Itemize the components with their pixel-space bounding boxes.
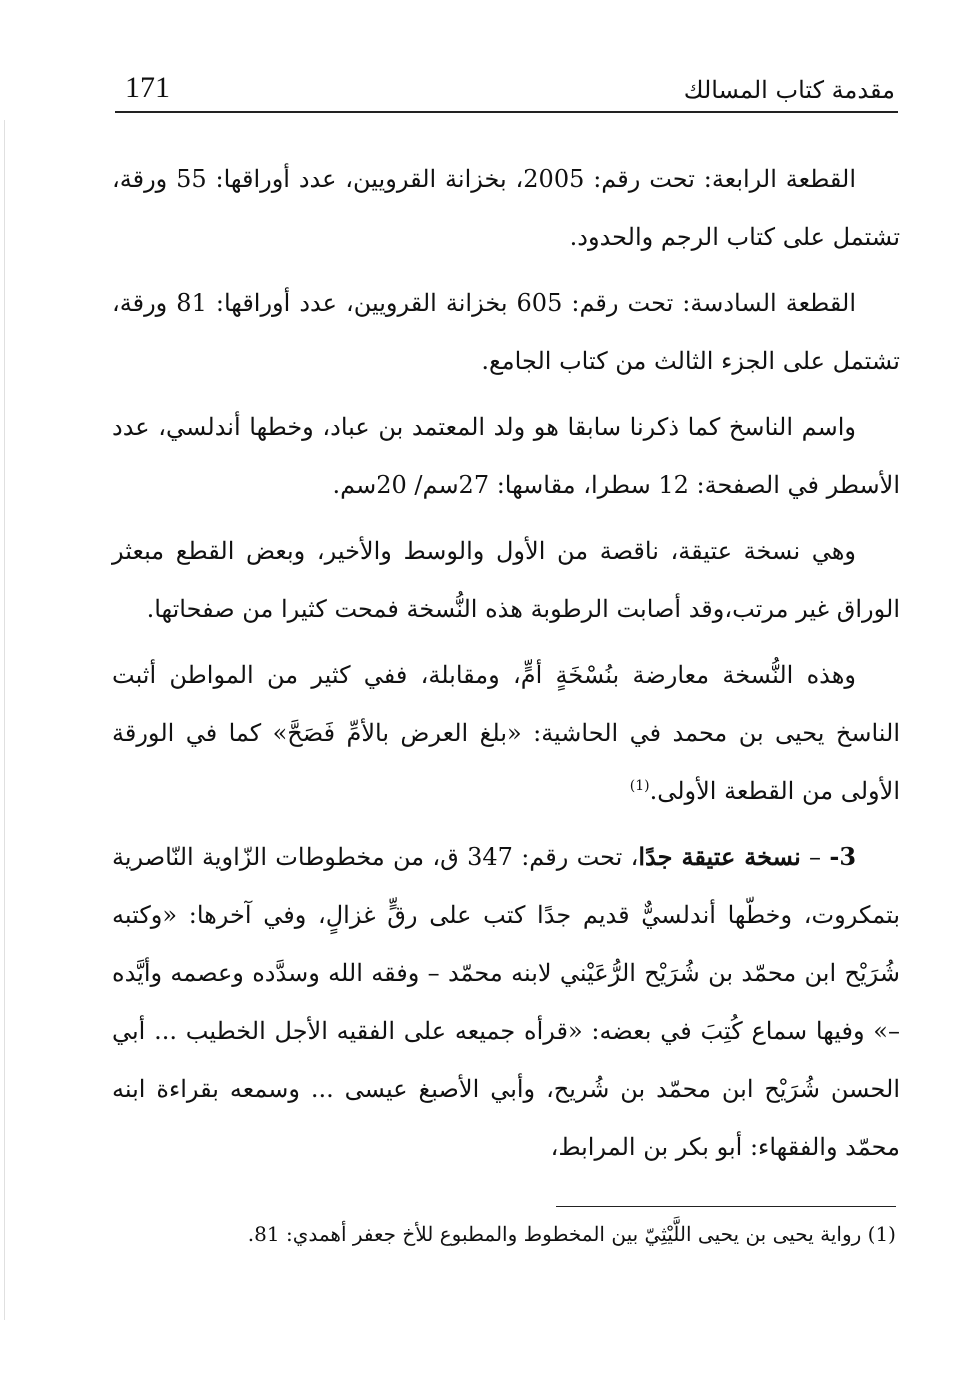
page-header [115, 62, 895, 112]
header-rule [115, 111, 898, 113]
paragraph-manuscript-three [112, 828, 900, 1176]
footnote-number: (1) [867, 1222, 896, 1246]
footnote-text: رواية يحيى بن يحيى اللَّيْثِيّ بين المخطوط والمطبوع للأخ جعفر أهمدي: 81. [247, 1222, 868, 1246]
main-text [112, 150, 900, 1184]
item-number: 3- [829, 842, 857, 871]
scan-edge-line [4, 120, 6, 1320]
paragraph-piece-four: القطعة الرابعة: تحت رقم: 2005، بخزانة القرويين، عدد أوراقها: 55 ورقة، تشتمل على كتاب الرجم والحدود. [112, 165, 900, 251]
item-description: ، تحت رقم: 347 ق، من مخطوطات الزّاوية النّاصرية بتمكروت، وخطّها أندلسيٌّ قديم جدًا كتب على رقٍّ غزالٍ، وفي آخرها: «وكتبه شُرَيْح ابن محمّد بن شُرَيْح الرُّعَيْني لابنه محمّد – وفقه الله وسدَّده وعصمه وأيَّده –» وفيها سماع كُتِبَ في بعضه: «قرأه جميعه على الفقيه الأجل الخطيب ... أبي الحسن شُرَيْح ابن محمّد بن شُريح، وأبي الأصبغ عيسى ... وسمعه بقراءة ابنه محمّد والفقهاء: أبو بكر بن المرابط، [112, 843, 900, 1161]
paragraph-condition: وهي نسخة عتيقة، ناقصة من الأول والوسط والأخير، وبعض القطع مبعثر الوراق غير مرتب،وقد أصابت الرطوبة هذه النُّسخة فمحت كثيرا من صفحاتها. [112, 537, 900, 623]
paragraph-collation [112, 646, 900, 820]
item-title: نسخة عتيقة جدًا [638, 842, 801, 871]
footnotes [150, 1216, 896, 1252]
page-number: 171 [125, 71, 170, 104]
footnote-reference: (1) [629, 778, 650, 794]
footnote-rule [556, 1206, 896, 1207]
item-dash: – [800, 843, 830, 871]
paragraph-piece-six: القطعة السادسة: تحت رقم: 605 بخزانة القرويين، عدد أوراقها: 81 ورقة، تشتمل على الجزء الثالث من كتاب الجامع. [112, 289, 900, 375]
paragraph-copyist: واسم الناسخ كما ذكرنا سابقا هو ولد المعتمد بن عباد، وخطها أندلسي، عدد الأسطر في الصفحة: 12 سطرا، مقاسها: 27سم/ 20سم. [112, 413, 900, 499]
collation-text: وهذه النُّسخة معارضة بنُسْخَةٍ أمٍّ، ومقابلة، ففي كثير من المواطن أثبت الناسخ يحيى بن محمد في الحاشية: «بلغ العرض بالأمِّ فَصَحَّ» كما في الورقة الأولى من القطعة الأولى. [112, 661, 900, 805]
running-title: مقدمة كتاب المسالك [683, 76, 895, 104]
